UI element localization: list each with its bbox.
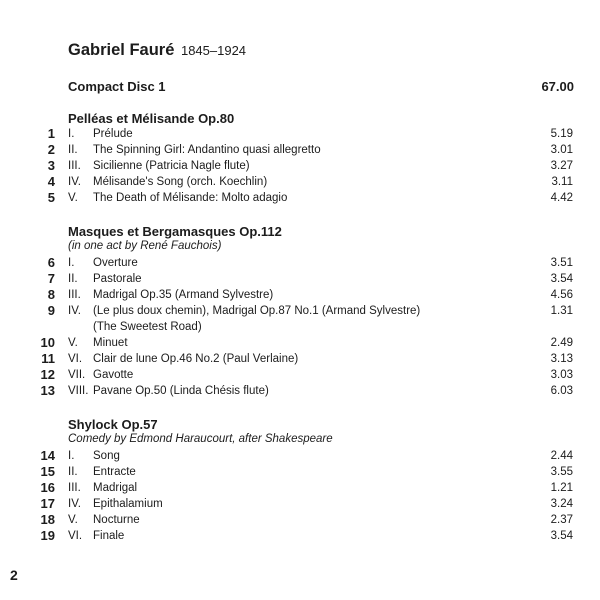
track-number: 2 [47, 142, 55, 157]
track-title: Minuet [93, 337, 128, 349]
track-title: Finale [93, 530, 125, 542]
track-row [0, 448, 600, 464]
movement-number: IV. [68, 305, 82, 317]
track-duration: 2.49 [550, 337, 573, 349]
track-title: The Spinning Girl: Andantino quasi allegretto [93, 144, 321, 156]
track-number: 4 [47, 174, 55, 189]
track-duration: 3.13 [550, 353, 573, 365]
track-number: 12 [40, 367, 55, 382]
track-number: 10 [40, 335, 55, 350]
work-subtitle: (in one act by René Fauchois) [68, 240, 222, 252]
track-title: Prélude [93, 128, 133, 140]
track-number: 3 [47, 158, 55, 173]
track-title: (Le plus doux chemin), Madrigal Op.87 No.1 (Armand Sylvestre) [93, 305, 421, 317]
track-row [0, 271, 600, 287]
work-subtitle: Comedy by Edmond Haraucourt, after Shakespeare [68, 433, 333, 445]
track-duration: 3.27 [550, 160, 573, 172]
track-title: Pastorale [93, 273, 142, 285]
disc-total-duration: 67.00 [541, 79, 574, 94]
track-duration: 6.03 [550, 385, 573, 397]
track-row [0, 528, 600, 544]
track-title: Madrigal [93, 482, 138, 494]
composer-name: Gabriel Fauré [68, 41, 175, 59]
track-title: Pavane Op.50 (Linda Chésis flute) [93, 385, 269, 397]
track-title: Mélisande's Song (orch. Koechlin) [93, 176, 268, 188]
track-duration: 3.11 [551, 176, 573, 188]
track-title: Song [93, 450, 120, 462]
work-title: Shylock Op.57 [68, 417, 158, 432]
composer-dates: 1845–1924 [180, 43, 247, 58]
movement-number: VIII. [68, 385, 89, 397]
track-duration: 3.01 [550, 144, 573, 156]
movement-number: V. [68, 337, 78, 349]
track-duration: 3.03 [550, 369, 573, 381]
track-row [0, 351, 600, 367]
track-row [0, 496, 600, 512]
track-row [0, 190, 600, 206]
track-duration: 4.56 [550, 289, 573, 301]
track-number: 7 [47, 271, 55, 286]
track-number: 19 [40, 528, 55, 543]
track-number: 1 [47, 126, 55, 141]
track-duration: 3.51 [550, 257, 573, 269]
track-row [0, 383, 600, 399]
track-number: 15 [40, 464, 55, 479]
track-duration: 3.55 [550, 466, 573, 478]
track-title: Sicilienne (Patricia Nagle flute) [93, 160, 250, 172]
movement-number: III. [68, 482, 81, 494]
movement-number: IV. [68, 176, 82, 188]
track-number: 11 [41, 351, 55, 366]
track-duration: 1.31 [550, 305, 573, 317]
track-title: Madrigal Op.35 (Armand Sylvestre) [93, 289, 274, 301]
track-duration: 1.21 [550, 482, 573, 494]
track-row [0, 174, 600, 190]
movement-number: II. [68, 273, 78, 285]
track-title: Overture [93, 257, 138, 269]
track-row [0, 287, 600, 303]
movement-number: VI. [68, 530, 83, 542]
track-title: Nocturne [93, 514, 140, 526]
track-title: Gavotte [93, 369, 134, 381]
track-title-continuation: (The Sweetest Road) [93, 321, 202, 333]
track-number: 6 [47, 255, 55, 270]
movement-number: II. [68, 466, 78, 478]
movement-number: III. [68, 289, 81, 301]
track-row [0, 303, 600, 319]
track-number: 14 [40, 448, 55, 463]
track-duration: 3.24 [550, 498, 573, 510]
track-duration: 4.42 [550, 192, 573, 204]
disc-header [68, 79, 574, 94]
track-title: Epithalamium [93, 498, 163, 510]
track-row [0, 367, 600, 383]
track-duration: 3.54 [550, 273, 573, 285]
track-number: 8 [47, 287, 55, 302]
track-title: Clair de lune Op.46 No.2 (Paul Verlaine) [93, 353, 299, 365]
movement-number: V. [68, 514, 78, 526]
track-number: 16 [40, 480, 55, 495]
movement-number: V. [68, 192, 78, 204]
disc-label: Compact Disc 1 [68, 79, 166, 94]
track-row [0, 255, 600, 271]
page-number: 2 [10, 567, 18, 583]
track-duration: 3.54 [550, 530, 573, 542]
work-title: Masques et Bergamasques Op.112 [68, 224, 282, 239]
track-duration: 2.37 [550, 514, 573, 526]
track-row [0, 158, 600, 174]
movement-number: IV. [68, 498, 82, 510]
track-title: Entracte [93, 466, 136, 478]
track-row [0, 480, 600, 496]
track-number: 9 [47, 303, 55, 318]
track-duration: 5.19 [550, 128, 573, 140]
track-number: 5 [47, 190, 55, 205]
movement-number: III. [68, 160, 81, 172]
track-row [0, 464, 600, 480]
track-row [0, 126, 600, 142]
movement-number: II. [68, 144, 78, 156]
work-title: Pelléas et Mélisande Op.80 [68, 111, 235, 126]
track-row [0, 512, 600, 528]
track-number: 17 [40, 496, 55, 511]
movement-number: VII. [68, 369, 86, 381]
composer-heading [68, 41, 246, 60]
movement-number: I. [68, 257, 75, 269]
track-number: 18 [40, 512, 55, 527]
movement-number: VI. [68, 353, 83, 365]
movement-number: I. [68, 128, 75, 140]
track-duration: 2.44 [550, 450, 573, 462]
track-row [0, 142, 600, 158]
track-number: 13 [40, 383, 55, 398]
track-title: The Death of Mélisande: Molto adagio [93, 192, 288, 204]
track-row [0, 335, 600, 351]
movement-number: I. [68, 450, 75, 462]
